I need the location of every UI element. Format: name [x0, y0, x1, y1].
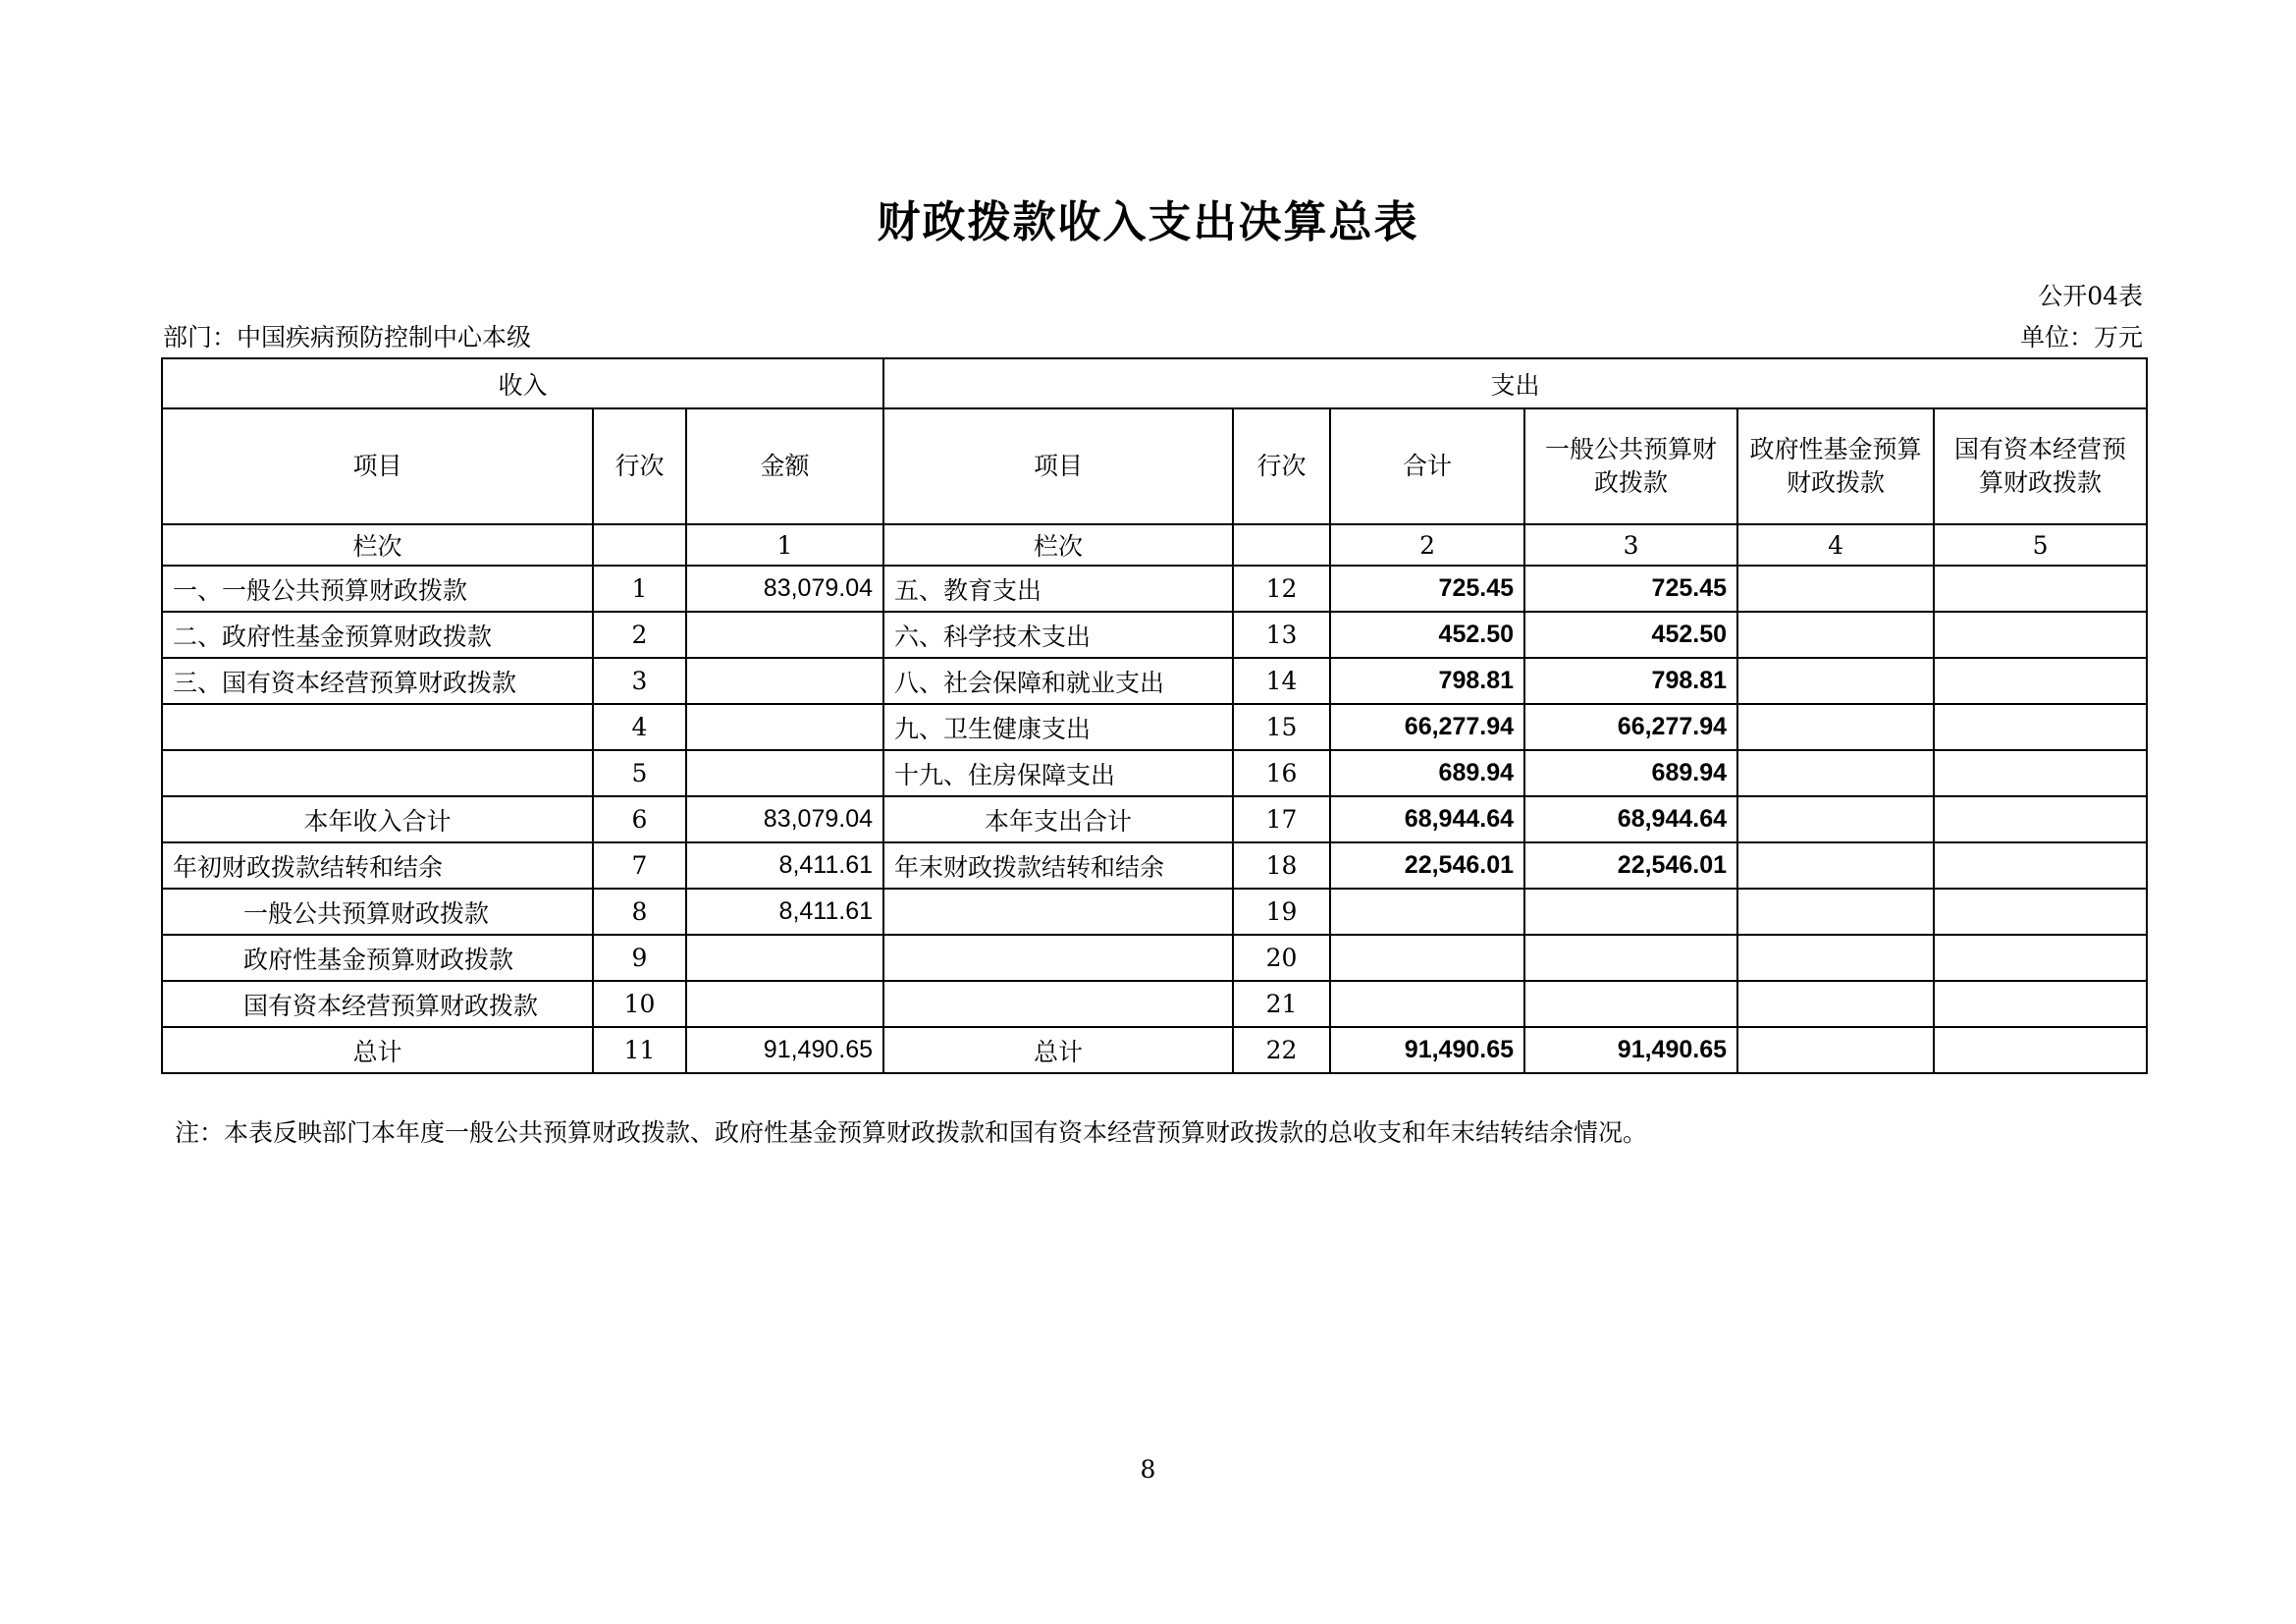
footnote: 注：本表反映部门本年度一般公共预算财政拨款、政府性基金预算财政拨款和国有资本经营预算财政拨款的总收支和年末结转结余情况。 [175, 1118, 1648, 1147]
general-budget-cell [1524, 935, 1737, 981]
total-cell: 66,277.94 [1330, 704, 1524, 750]
general-budget-cell: 452.50 [1524, 612, 1737, 658]
state-capital-cell [1934, 935, 2147, 981]
col-total: 合计 [1330, 408, 1524, 524]
income-item-cell: 一、一般公共预算财政拨款 [162, 566, 593, 612]
expense-item-cell: 六、科学技术支出 [883, 612, 1233, 658]
section-header-row [162, 358, 2147, 408]
income-row-no-cell: 1 [593, 566, 686, 612]
total-cell: 798.81 [1330, 658, 1524, 704]
state-capital-cell [1934, 889, 2147, 935]
table-row [162, 981, 2147, 1027]
total-cell: 22,546.01 [1330, 842, 1524, 889]
income-amount-cell [686, 658, 883, 704]
col-income-row-no: 行次 [593, 408, 686, 524]
income-row-no-cell: 10 [593, 981, 686, 1027]
budget-table [161, 357, 2148, 1074]
expense-row-no-cell: 21 [1233, 981, 1330, 1027]
expense-item-cell: 十九、住房保障支出 [883, 750, 1233, 796]
income-amount-cell: 91,490.65 [686, 1027, 883, 1073]
income-amount-cell [686, 750, 883, 796]
income-amount-cell [686, 704, 883, 750]
income-amount-cell: 83,079.04 [686, 566, 883, 612]
gov-fund-cell [1737, 935, 1934, 981]
gov-fund-cell [1737, 842, 1934, 889]
table-row [162, 796, 2147, 842]
income-amount-cell: 83,079.04 [686, 796, 883, 842]
income-item-cell [162, 750, 593, 796]
expense-row-no-cell: 12 [1233, 566, 1330, 612]
table-row [162, 842, 2147, 889]
table-row [162, 889, 2147, 935]
form-number: 公开04表 [2038, 282, 2143, 310]
state-capital-cell [1934, 566, 2147, 612]
table-row [162, 1027, 2147, 1073]
general-budget-cell [1524, 981, 1737, 1027]
table-row [162, 750, 2147, 796]
total-cell [1330, 935, 1524, 981]
col-expense-item: 项目 [883, 408, 1233, 524]
expense-item-cell: 本年支出合计 [883, 796, 1233, 842]
col-expense-row-no: 行次 [1233, 408, 1330, 524]
income-amount-cell [686, 981, 883, 1027]
state-capital-cell [1934, 981, 2147, 1027]
table-row [162, 566, 2147, 612]
column-index-row [162, 524, 2147, 566]
state-capital-cell [1934, 704, 2147, 750]
income-amount-cell [686, 612, 883, 658]
state-capital-cell [1934, 658, 2147, 704]
gov-fund-cell [1737, 981, 1934, 1027]
total-cell: 68,944.64 [1330, 796, 1524, 842]
page-title: 财政拨款收入支出决算总表 [877, 197, 1419, 247]
table-row [162, 658, 2147, 704]
gov-fund-cell [1737, 750, 1934, 796]
gov-fund-cell [1737, 566, 1934, 612]
total-cell [1330, 981, 1524, 1027]
total-cell: 91,490.65 [1330, 1027, 1524, 1073]
col-income-item: 项目 [162, 408, 593, 524]
general-budget-cell [1524, 889, 1737, 935]
department-label: 部门：中国疾病预防控制中心本级 [163, 323, 532, 352]
expense-item-cell [883, 981, 1233, 1027]
general-budget-cell: 91,490.65 [1524, 1027, 1737, 1073]
expense-item-cell: 九、卫生健康支出 [883, 704, 1233, 750]
lanci-empty [593, 524, 686, 566]
expense-row-no-cell: 19 [1233, 889, 1330, 935]
total-cell: 689.94 [1330, 750, 1524, 796]
general-budget-cell: 68,944.64 [1524, 796, 1737, 842]
income-amount-cell [686, 935, 883, 981]
gov-fund-cell [1737, 658, 1934, 704]
income-row-no-cell: 5 [593, 750, 686, 796]
col-gov-fund: 政府性基金预算财政拨款 [1737, 408, 1934, 524]
total-cell: 452.50 [1330, 612, 1524, 658]
column-header-row [162, 408, 2147, 524]
state-capital-cell [1934, 1027, 2147, 1073]
income-item-cell: 政府性基金预算财政拨款 [162, 935, 593, 981]
income-row-no-cell: 7 [593, 842, 686, 889]
income-row-no-cell: 11 [593, 1027, 686, 1073]
lanci-2: 2 [1330, 524, 1524, 566]
general-budget-cell: 798.81 [1524, 658, 1737, 704]
gov-fund-cell [1737, 1027, 1934, 1073]
total-cell [1330, 889, 1524, 935]
expense-item-cell: 年末财政拨款结转和结余 [883, 842, 1233, 889]
expense-row-no-cell: 20 [1233, 935, 1330, 981]
general-budget-cell: 725.45 [1524, 566, 1737, 612]
income-item-cell: 总计 [162, 1027, 593, 1073]
income-item-cell: 一般公共预算财政拨款 [162, 889, 593, 935]
expense-row-no-cell: 15 [1233, 704, 1330, 750]
table-row [162, 612, 2147, 658]
state-capital-cell [1934, 842, 2147, 889]
state-capital-cell [1934, 612, 2147, 658]
table-row [162, 935, 2147, 981]
expense-row-no-cell: 16 [1233, 750, 1330, 796]
income-amount-cell: 8,411.61 [686, 889, 883, 935]
col-income-amount: 金额 [686, 408, 883, 524]
expense-item-cell: 总计 [883, 1027, 1233, 1073]
expense-item-cell [883, 935, 1233, 981]
income-row-no-cell: 3 [593, 658, 686, 704]
expense-header: 支出 [883, 358, 2147, 408]
expense-item-cell: 五、教育支出 [883, 566, 1233, 612]
expense-row-no-cell: 17 [1233, 796, 1330, 842]
state-capital-cell [1934, 750, 2147, 796]
lanci-label: 栏次 [162, 524, 593, 566]
gov-fund-cell [1737, 612, 1934, 658]
general-budget-cell: 22,546.01 [1524, 842, 1737, 889]
general-budget-cell: 689.94 [1524, 750, 1737, 796]
expense-row-no-cell: 13 [1233, 612, 1330, 658]
expense-item-cell: 八、社会保障和就业支出 [883, 658, 1233, 704]
col-general-budget: 一般公共预算财政拨款 [1524, 408, 1737, 524]
total-cell: 725.45 [1330, 566, 1524, 612]
lanci-5: 5 [1934, 524, 2147, 566]
income-row-no-cell: 8 [593, 889, 686, 935]
expense-row-no-cell: 18 [1233, 842, 1330, 889]
col-state-capital: 国有资本经营预算财政拨款 [1934, 408, 2147, 524]
gov-fund-cell [1737, 796, 1934, 842]
lanci-empty-2 [1233, 524, 1330, 566]
lanci-4: 4 [1737, 524, 1934, 566]
unit-label: 单位：万元 [2019, 323, 2143, 352]
table-row [162, 704, 2147, 750]
income-item-cell: 三、国有资本经营预算财政拨款 [162, 658, 593, 704]
income-amount-cell: 8,411.61 [686, 842, 883, 889]
income-item-cell: 国有资本经营预算财政拨款 [162, 981, 593, 1027]
gov-fund-cell [1737, 704, 1934, 750]
gov-fund-cell [1737, 889, 1934, 935]
income-header: 收入 [162, 358, 883, 408]
expense-row-no-cell: 22 [1233, 1027, 1330, 1073]
expense-item-cell [883, 889, 1233, 935]
expense-row-no-cell: 14 [1233, 658, 1330, 704]
page-number: 8 [1140, 1455, 1156, 1484]
income-item-cell: 二、政府性基金预算财政拨款 [162, 612, 593, 658]
income-row-no-cell: 6 [593, 796, 686, 842]
income-item-cell: 年初财政拨款结转和结余 [162, 842, 593, 889]
general-budget-cell: 66,277.94 [1524, 704, 1737, 750]
income-item-cell [162, 704, 593, 750]
lanci-3: 3 [1524, 524, 1737, 566]
income-item-cell: 本年收入合计 [162, 796, 593, 842]
income-row-no-cell: 2 [593, 612, 686, 658]
income-row-no-cell: 9 [593, 935, 686, 981]
income-row-no-cell: 4 [593, 704, 686, 750]
lanci-label-2: 栏次 [883, 524, 1233, 566]
lanci-1: 1 [686, 524, 883, 566]
state-capital-cell [1934, 796, 2147, 842]
